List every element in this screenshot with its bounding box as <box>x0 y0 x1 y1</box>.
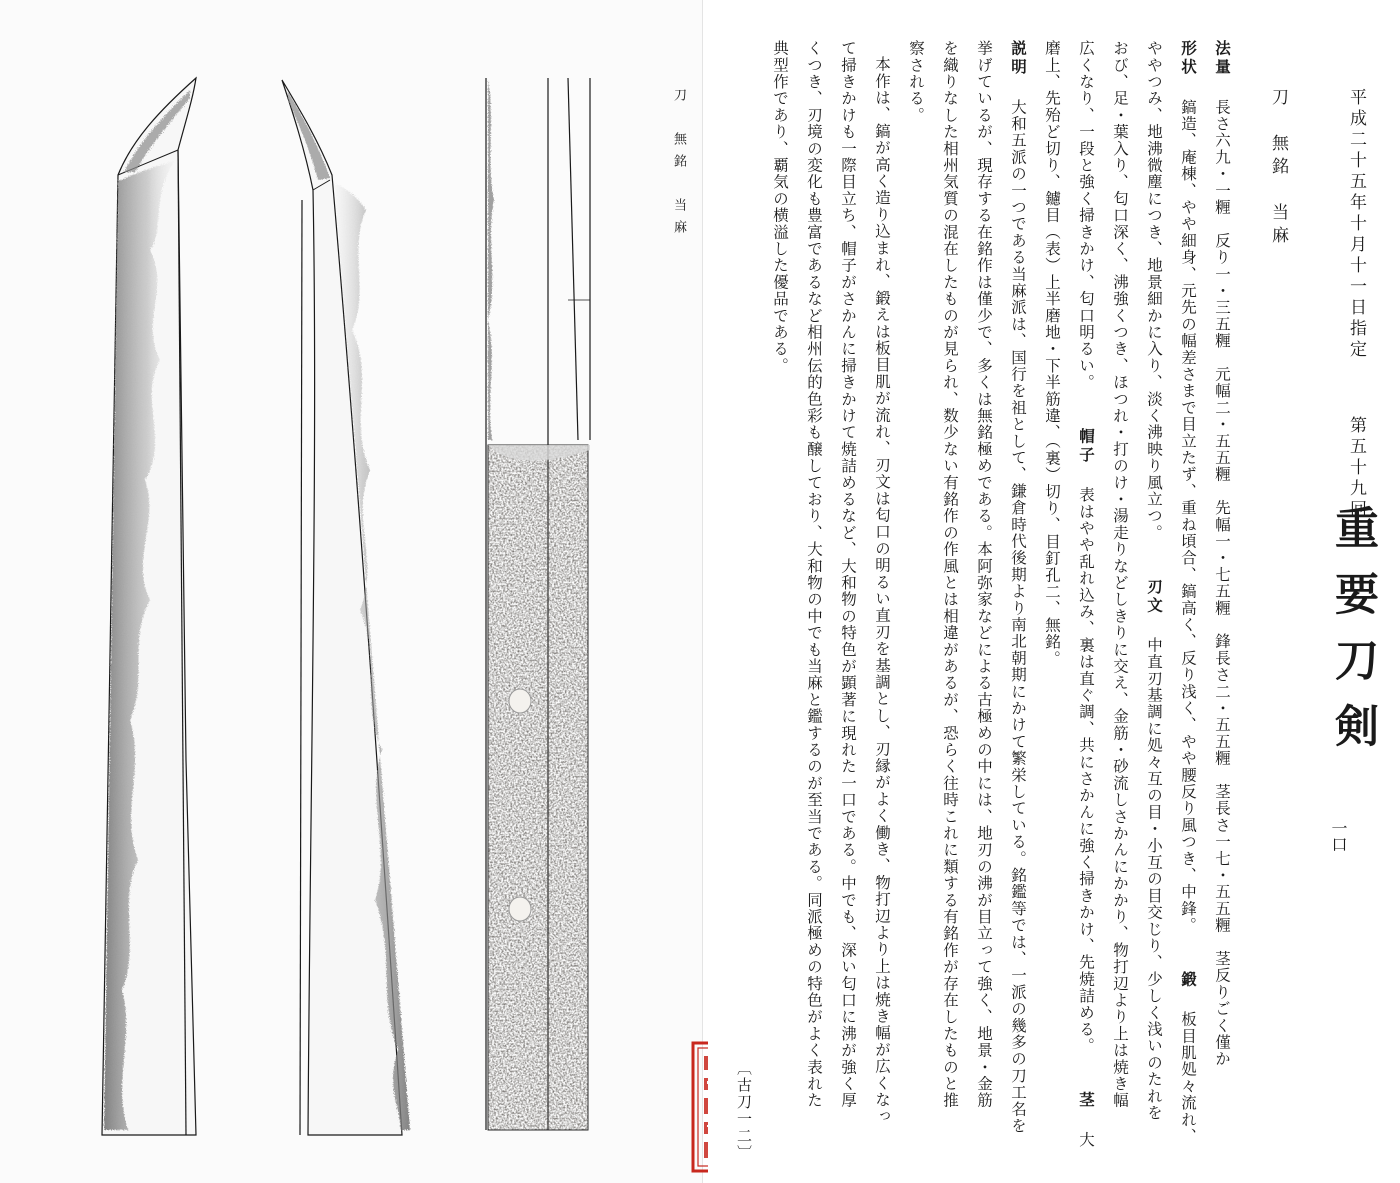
form-line-2 <box>1137 40 1171 1160</box>
explanation-line-3 <box>933 40 967 1160</box>
explanation-line-7 <box>797 40 831 1160</box>
explanation-line-2 <box>967 40 1001 1160</box>
hamon-nakago-view <box>488 80 494 440</box>
nakago-tang <box>488 445 588 1130</box>
explanation-text-6: て掃きかけも一際目立ち、帽子がさかんに掃きかけて焼詰めるなど、大和物の特色が顕著に現れた一口である。中でも、深い匂口に沸が強く厚 <box>839 40 857 1109</box>
form-heading: 形状 <box>1179 40 1197 77</box>
measurements-line <box>1205 40 1239 1160</box>
measurements-heading: 法量 <box>1213 40 1231 77</box>
hamon-heading: 刃文 <box>1145 578 1163 616</box>
boshi-text: 表はやや乱れ込み、裏は直ぐ調、共にさかんに強く掃きかけ、先焼詰める。 <box>1077 486 1095 1055</box>
reference-code: 〔古刀一二〕 <box>735 1060 753 1162</box>
form-text-3: おび、足・葉入り、匂口深く、沸強くつき、ほつれ・打のけ・湯走りなどしきりに交え、金筋・砂流しさかんにかかり、物打辺より上は焼き幅 <box>1111 40 1129 1109</box>
session-number: 第五十九回 <box>1346 416 1366 521</box>
explanation-line-1 <box>1001 40 1035 1160</box>
mekugi-hole-lower <box>509 897 531 921</box>
explanation-line-5 <box>865 40 899 1160</box>
explanation-text-4: 察される。 <box>907 40 925 124</box>
nakago-text-1: 大 <box>1077 1131 1095 1149</box>
explanation-text-7: くつき、刃境の変化も豊富であるなど相州伝的色彩も醸しており、大和物の中でも当麻と鑑するのが至当である。同派極めの特色がよく表れた <box>805 40 823 1109</box>
form-line-5 <box>1035 40 1069 1160</box>
sword-label: 刀 無銘 当麻 <box>1268 88 1288 249</box>
item-count: 一口 <box>1329 820 1348 852</box>
mekugi-hole-upper <box>509 689 531 713</box>
explanation-text-3: を織りなした相州気質の混在したものが見られ、数少ない有銘作の作風とは相違があるが、恐らく往時これに類する有銘作が存在したものと推 <box>941 40 959 1109</box>
form-line-3 <box>1103 40 1137 1160</box>
form-line-1 <box>1171 40 1205 1160</box>
designation-date: 平成二十五年十月十一日指定 <box>1346 88 1366 361</box>
explanation-line-8 <box>763 40 797 1160</box>
explanation-line-4 <box>899 40 933 1160</box>
boshi-heading: 帽子 <box>1077 427 1095 465</box>
hamon-text-1: 中直刃基調に処々互の目・小互の目交じり、少しく浅いのたれを <box>1145 636 1163 1122</box>
explanation-line-6 <box>831 40 865 1160</box>
form-text-2: ややつみ、地沸微塵につき、地景細かに入り、淡く沸映り風立つ。 <box>1145 40 1163 541</box>
explanation-heading: 説明 <box>1009 40 1027 77</box>
kitae-heading: 鍛 <box>1179 970 1197 990</box>
kitae-text-1: 板目肌処々流れ、 <box>1179 1010 1197 1145</box>
left-page-caption: 刀 無銘 当麻 <box>671 88 686 242</box>
measurements-text: 長さ六九・一糎 反り一・三五糎 元幅二・五五糎 先幅一・七五糎 鋒長さ二・五五糎 茎長さ一七・五五糎 茎反りごく僅か <box>1213 98 1231 1068</box>
form-text-1: 鎬造、庵棟、やや細身、元先の幅差さまで目立たず、重ね頃合、鎬高く、反り浅く、やや腰反り風つき、中鋒。 <box>1179 98 1197 934</box>
page-title: 重要刀剣 <box>1327 505 1378 769</box>
form-text-5: 磨上、先殆ど切り、鑢目（表）上半磨地・下半筋違、（裏）切り、目釘孔二、無銘。 <box>1043 40 1061 667</box>
form-line-4 <box>1069 40 1103 1160</box>
explanation-text-5: 本作は、鎬が高く造り込まれ、鍛えは板目肌が流れ、刃文は匂口の明るい直刃を基調とし、刃縁がよく働き、物打辺より上は焼き幅が広くなっ <box>873 56 891 1125</box>
document-body <box>763 40 1295 1160</box>
explanation-text-2: 挙げているが、現存する在銘作は僅少で、多くは無銘極めである。本阿弥家などによる古極めの中には、地刃の沸が目立って強く、地景・金筋 <box>975 40 993 1109</box>
explanation-text-8: 典型作であり、覇気の横溢した優品である。 <box>771 40 789 374</box>
form-text-4: 広くなり、一段と強く掃きかけ、匂口明るい。 <box>1077 40 1095 391</box>
explanation-text-1: 大和五派の一つである当麻派は、国行を祖として、鎌倉時代後期より南北朝期にかけて繁栄している。銘鑑等では、一派の幾多の刀工名を <box>1009 98 1027 1135</box>
nakago-heading: 茎 <box>1077 1091 1095 1110</box>
